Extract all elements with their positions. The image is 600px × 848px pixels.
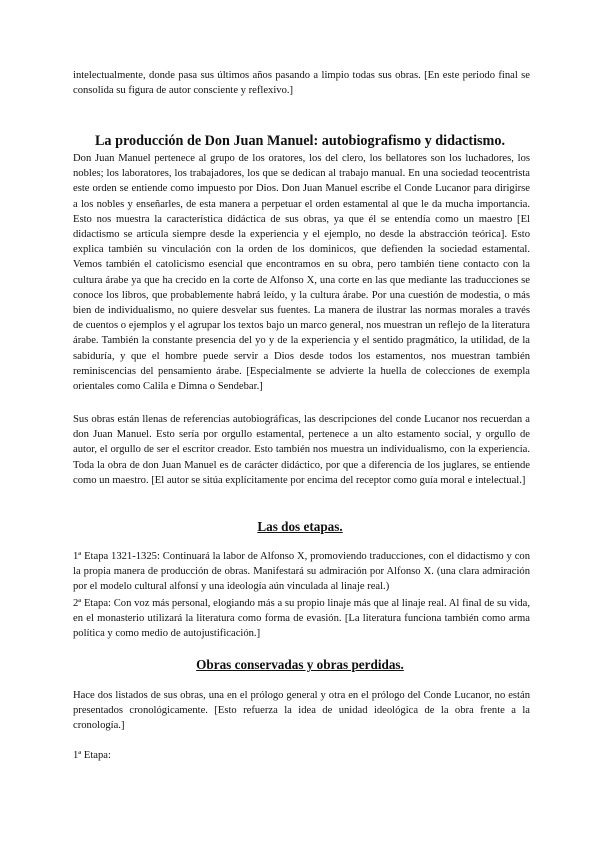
etapa-1-paragraph: 1ª Etapa 1321-1325: Continuará la labor de Alfonso X, promoviendo traducciones, con el didactismo y con la propia manera de producción de obras. Manifestará su admiración por Alfonso X. (una clara admiración por el modelo cultural alfonsí y una ideología aún vinculada al linaje real.) [73,551,530,593]
etapa-1-label: 1ª Etapa: [73,750,111,761]
section-heading-etapas: Las dos etapas. [257,519,343,534]
produccion-paragraph-1: Don Juan Manuel pertenece al grupo de los oratores, los del clero, los bellatores son los luchadores, los nobles; los laboratores, los trabajadores, los que se dedican al trabajo manual. En una sociedad teocentrista este orden se entiende como impuesto por Dios. Don Juan Manuel escribe el Conde Lucanor para dirigirse a los nobles y enseñarles, de esta manera a perpetuar el orden estamental al que le da mucha importancia. Esto nos muestra la característica didáctica de sus obras, ya que él se entendía como un maestro [El didactismo se articula siempre desde la experiencia y el ejemplo, no desde la abstracción teórica]. Esto explica también su vinculación con la orden de los dominicos, que defienden la sociedad estamental. Vemos también el catolicismo esencial que encontramos en su obra, pero también tiene contacto con la cultura árabe ya que ha crecido en la corte de Alfonso X, una corte en las que mediante las traducciones se conoce los libros, que probablemente habrá leído, y la cultura árabe. Por una cuestión de modestia, o más bien de individualismo, no quiere desvelar sus fuentes. La manera de ilustrar las normas morales a través de cuentos o ejemplos y el agrupar los textos bajo un marco general, nos muestran un reflejo de la literatura árabe. También la constante presencia del yo y de la experiencia y el sentido pragmático, la utilidad, de la sabiduría, y que el hombre puede servir a Dios desde todos los estamentos, nos muestran también reminiscencias del pensamiento árabe. [Especialmente se advierte la huella de colecciones de exempla orientales como Calila e Dimna o Sendebar.] [73,153,530,393]
produccion-paragraph-2: Sus obras están llenas de referencias autobiográficas, las descripciones del conde Lucanor nos recuerdan a don Juan Manuel. Esto sería por orgullo estamental, pertenece a un alto estamento social, y orgullo de autor, el orgullo de ser el escritor creador. Esto también nos muestra un individualismo, con la experiencia. Toda la obra de don Juan Manuel es de carácter didáctico, por que a diferencia de los juglares, se entiende como un maestro. [El autor se sitúa explícitamente por encima del receptor como guía moral e intelectual.] [73,414,530,486]
obras-paragraph: Hace dos listados de sus obras, una en el prólogo general y otra en el prólogo del Conde Lucanor, no están presentados cronológicamente. [Esto refuerza la idea de unidad ideológica de la obra frente a la cronología.] [73,690,530,732]
section-heading-produccion: La producción de Don Juan Manuel: autobiografismo y didactismo. [94,133,506,149]
section-heading-obras: Obras conservadas y obras perdidas. [196,657,404,672]
intro-paragraph: intelectualmente, donde pasa sus últimos años pasando a limpio todas sus obras. [En este periodo final se consolida su figura de autor consciente y reflexivo.] [73,70,530,97]
etapa-2-paragraph: 2ª Etapa: Con voz más personal, elogiando más a su propio linaje más que al linaje real. Al final de su vida, en el monasterio utilizará la literatura como forma de evasión. [La literatura funciona también como arma política y como medio de autojustificación.] [73,598,530,640]
